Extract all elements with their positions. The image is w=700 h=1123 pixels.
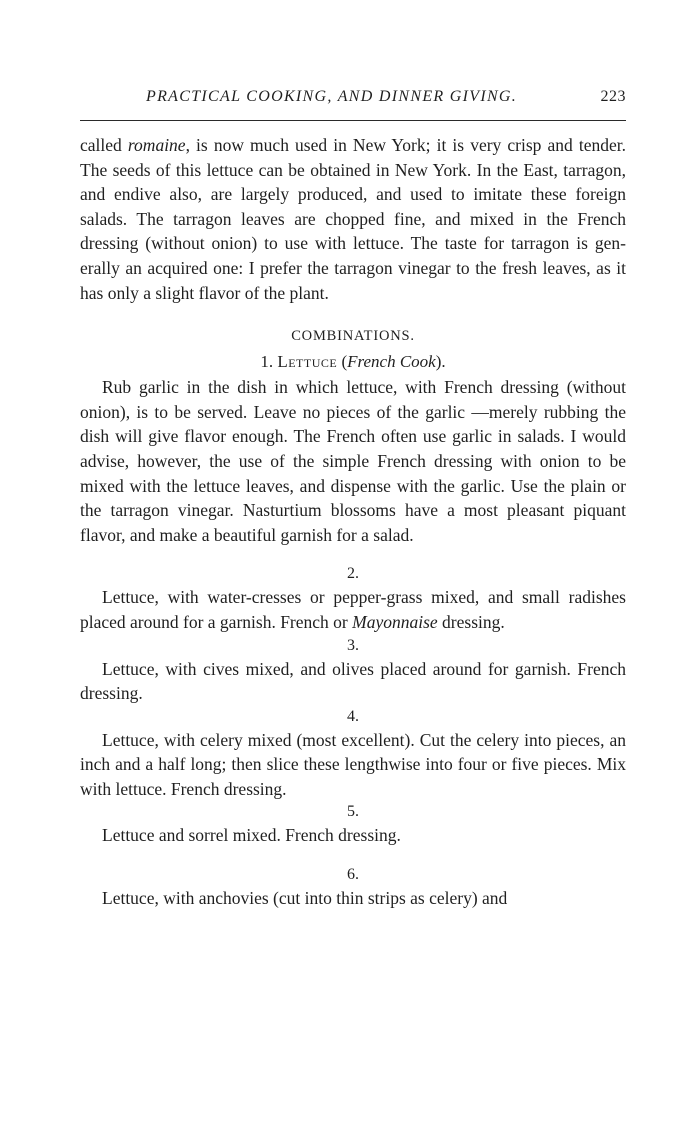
intro-text-start: called: [80, 135, 128, 155]
book-page: [80, 88, 626, 911]
running-head: [80, 88, 626, 112]
item-2-text-a: Lettuce, with water-cresses or pepper-grass mixed, and small radishes placed around for a garnish. French or: [80, 587, 626, 632]
item-3-number: 3.: [347, 636, 359, 654]
item-1-paren-open: (: [337, 352, 348, 372]
intro-text-rest: , is now much used in New York; it is very crisp and tender. The seeds of this lettuce can be obtained in New York. In the East, tarragon, and endive also, are largely produced, and used to imitate these foreign salads. The tarragon leaves are chopped fine, and mixed in the French dressing (without onion) to use with lettuce. The taste for tarragon is generally an acquired one: I prefer the tarragon vinegar to the fresh leaves, as it has only a slight flavor of the plant.: [80, 135, 627, 303]
section-heading: COMBINATIONS.: [291, 328, 415, 345]
item-1-paren-close: ).: [435, 352, 446, 372]
item-6-paragraph: Lettuce, with anchovies (cut into thin strips as celery) and: [102, 888, 508, 909]
item-4-paragraph: Lettuce, with celery mixed (most excellent). Cut the celery into pieces, an inch and a half long; then slice these lengthwise into four or five pieces. Mix with lettuce. French dressing.: [80, 729, 626, 799]
item-4-number: 4.: [347, 707, 359, 725]
item-1-paragraph: Rub garlic in the dish in which lettuce, with French dressing (without onion), is to be served. Leave no pieces of the garlic —merely rubbing the dish will give flavor enough. The French often use garlic in salads. I would advise, however, the use of the simple French dressing with onion to be mixed with the lettuce leaves, and dispense with the garlic. Use the plain or the tarragon vinegar. Nasturtium blossoms have a most pleasant piquant flavor, and make a beautiful garnish for a salad.: [80, 377, 626, 545]
item-5-paragraph: Lettuce and sorrel mixed. French dressing.: [102, 825, 401, 846]
item-2-text-b: dressing.: [437, 611, 505, 632]
header-rule: [80, 120, 626, 121]
intro-paragraph: [80, 133, 626, 305]
item-6-number: 6.: [347, 866, 359, 884]
item-1-heading: [80, 349, 626, 375]
item-1-name: Lettuce: [277, 352, 338, 372]
romaine-term: romaine: [127, 135, 186, 155]
page-number: 223: [600, 88, 626, 105]
item-5-number: 5.: [347, 803, 359, 821]
mayonnaise-term: Mayonnaise: [352, 611, 438, 632]
item-2-paragraph: [80, 585, 626, 634]
item-3-paragraph: Lettuce, with cives mixed, and olives placed around for garnish. French dressing.: [80, 658, 626, 704]
item-1-number: 1.: [260, 352, 278, 372]
body-text: [80, 133, 626, 911]
item-1-source: French Cook: [347, 352, 436, 372]
running-title: PRACTICAL COOKING, AND DINNER GIVING.: [146, 88, 518, 105]
item-2-number: 2.: [347, 565, 359, 583]
